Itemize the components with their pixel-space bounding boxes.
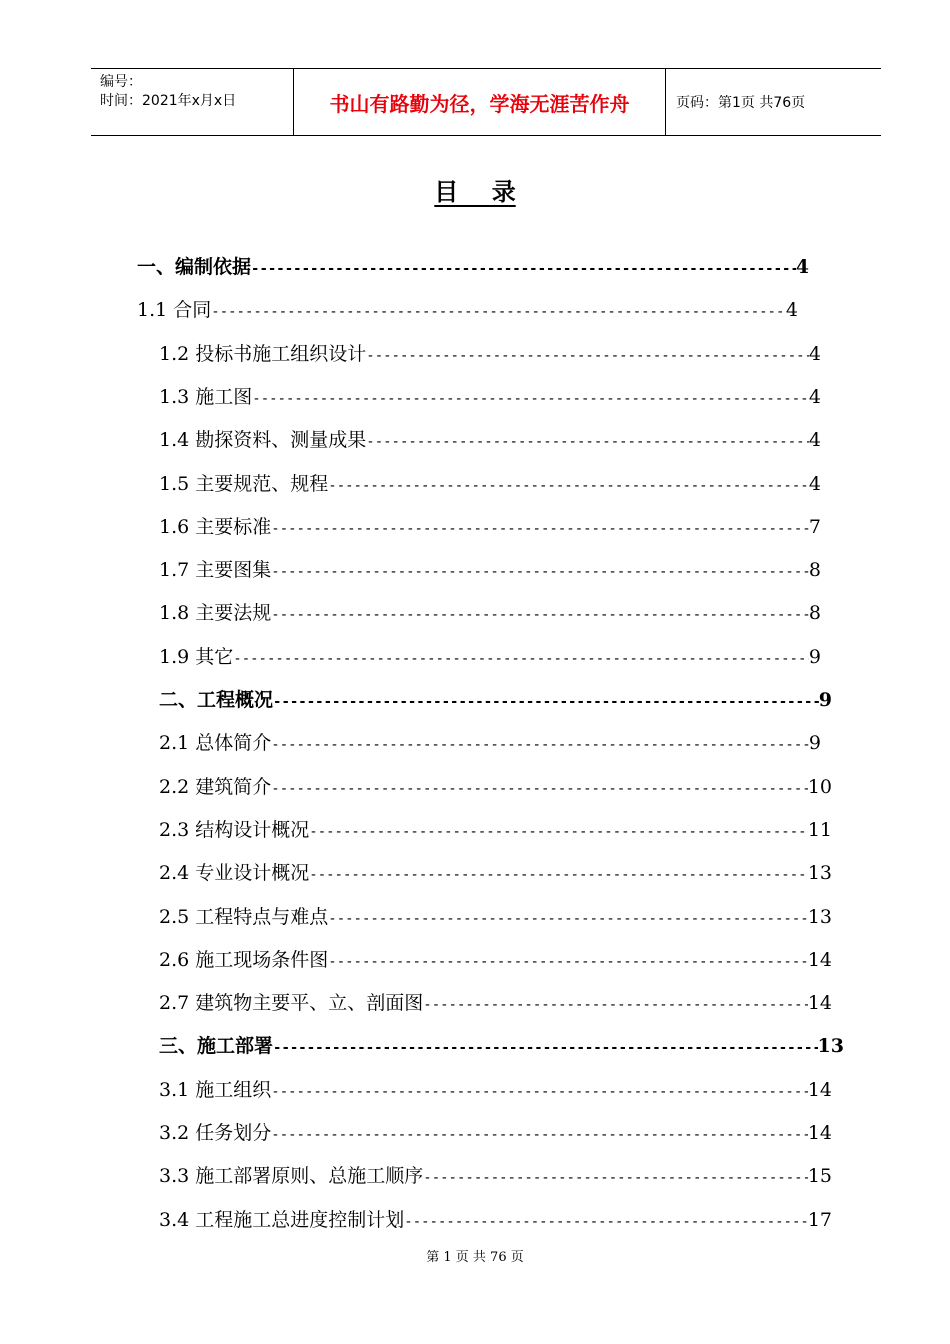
toc-entry[interactable]: [159, 815, 832, 845]
toc-entry[interactable]: [159, 425, 821, 455]
toc-entry[interactable]: [159, 1205, 832, 1235]
toc-entry-label: 1.4 勘探资料、测量成果: [159, 429, 367, 452]
toc-entry-page: 14: [807, 992, 832, 1015]
toc-leader: [252, 391, 809, 407]
toc-entry[interactable]: [159, 598, 821, 628]
header-page-label: 页码：第1页 共76页: [676, 95, 806, 111]
toc-entry-label: 1.7 主要图集: [159, 559, 272, 582]
toc-entry-page: 9: [818, 689, 832, 711]
toc-leader: [328, 911, 808, 927]
toc-entry-page: 14: [807, 1122, 832, 1144]
toc-entry-label: 1.9 其它: [159, 645, 234, 668]
toc-entry-label: 3.4 工程施工总进度控制计划: [159, 1208, 405, 1231]
toc-entry[interactable]: [159, 902, 832, 932]
toc-entry[interactable]: [159, 1031, 844, 1061]
toc-entry-label: 2.4 专业设计概况: [159, 862, 310, 885]
toc-leader: [273, 694, 819, 710]
toc-entry-label: 一、编制依据: [137, 256, 252, 278]
toc-entry-page: 11: [807, 818, 832, 841]
toc-entry-label: 二、工程概况: [159, 689, 274, 711]
toc-entry[interactable]: [159, 382, 821, 412]
toc-entry[interactable]: [137, 295, 798, 325]
toc-entry-label: 2.3 结构设计概况: [159, 818, 310, 841]
toc-leader: [211, 304, 786, 320]
toc-entry-label: 2.5 工程特点与难点: [159, 905, 329, 928]
toc-entry-page: 4: [808, 385, 821, 408]
toc-entry-label: 1.5 主要规范、规程: [159, 472, 329, 495]
toc-entry[interactable]: [159, 469, 821, 499]
toc-entry[interactable]: [137, 252, 809, 282]
toc-entry-page: 13: [807, 905, 832, 928]
toc-leader: [328, 954, 808, 970]
toc-leader: [251, 261, 796, 277]
toc-leader: [309, 867, 808, 883]
toc-entry-label: 1.8 主要法规: [159, 602, 272, 625]
toc-entry-page: 4: [795, 256, 809, 278]
toc-leader: [309, 824, 808, 840]
toc-entry-label: 1.3 施工图: [159, 385, 253, 408]
toc-entry[interactable]: [159, 728, 821, 758]
toc-entry-page: 4: [808, 472, 821, 495]
toc-leader: [271, 607, 809, 623]
toc-entry-page: 14: [807, 948, 832, 971]
toc-entry-page: 7: [808, 515, 821, 538]
toc-leader: [423, 1170, 808, 1186]
toc-entry-label: 3.2 任务划分: [159, 1122, 272, 1144]
toc-entry[interactable]: [159, 642, 821, 672]
toc-leader: [271, 521, 809, 537]
toc-entry-label: 1.1 合同: [137, 299, 212, 322]
toc-entry-page: 4: [808, 429, 821, 452]
toc-entry-label: 2.2 建筑简介: [159, 775, 272, 798]
toc-leader: [233, 651, 809, 667]
toc-entry[interactable]: [159, 988, 832, 1018]
toc-entry-label: 2.1 总体简介: [159, 732, 272, 755]
toc-entry-page: 9: [808, 645, 821, 668]
header-motto: 书山有路勤为径，学海无涯苦作舟: [293, 69, 666, 135]
toc-entry-page: 14: [807, 1078, 832, 1101]
number-label: 编号：: [100, 74, 142, 90]
toc-leader: [271, 1127, 808, 1143]
toc-entry-label: 3.3 施工部署原则、总施工顺序: [159, 1165, 424, 1188]
toc-entry-page: 10: [807, 775, 832, 798]
toc-leader: [366, 434, 809, 450]
toc-entry-page: 13: [817, 1035, 844, 1058]
toc-entry[interactable]: [159, 945, 832, 975]
toc-entry[interactable]: [159, 512, 821, 542]
page-header: [91, 68, 881, 136]
toc-leader: [271, 1084, 808, 1100]
page-title: [0, 172, 950, 207]
toc-leader: [271, 781, 808, 797]
toc-leader: [271, 737, 809, 753]
toc-entry-page: 9: [808, 732, 821, 755]
toc-entry[interactable]: [159, 339, 821, 369]
toc-leader: [423, 997, 808, 1013]
toc-leader: [273, 1040, 818, 1056]
toc-entry-page: 15: [807, 1165, 832, 1188]
toc-entry-page: 4: [808, 342, 821, 365]
toc-entry[interactable]: [159, 555, 821, 585]
toc-leader: [404, 1214, 808, 1230]
toc-entry[interactable]: [159, 1075, 832, 1105]
toc-entry-label: 2.6 施工现场条件图: [159, 948, 329, 971]
toc-entry[interactable]: [159, 1161, 832, 1191]
toc-entry[interactable]: [159, 772, 832, 802]
toc-entry-page: 8: [808, 602, 821, 625]
toc-leader: [271, 564, 809, 580]
toc-entry-label: 3.1 施工组织: [159, 1078, 272, 1101]
toc-entry-page: 17: [807, 1208, 832, 1231]
header-meta: [91, 69, 293, 135]
page-footer: 第 1 页 共 76 页: [426, 1250, 524, 1265]
toc-entry-label: 三、施工部署: [159, 1035, 274, 1058]
toc-entry[interactable]: [159, 685, 832, 715]
toc-entry-page: 8: [808, 559, 821, 582]
page-title-text: 目 录: [434, 177, 516, 206]
toc-entry-label: 2.7 建筑物主要平、立、剖面图: [159, 992, 424, 1015]
toc-entry-label: 1.2 投标书施工组织设计: [159, 342, 367, 365]
toc-entry-page: 13: [807, 862, 832, 885]
time-label: 时间：2021年x月x日: [100, 93, 237, 109]
toc-entry-label: 1.6 主要标准: [159, 515, 272, 538]
toc-leader: [328, 478, 809, 494]
toc-entry[interactable]: [159, 1118, 832, 1148]
toc-entry[interactable]: [159, 858, 832, 888]
toc-entry-page: 4: [785, 299, 798, 322]
toc-leader: [366, 348, 809, 364]
